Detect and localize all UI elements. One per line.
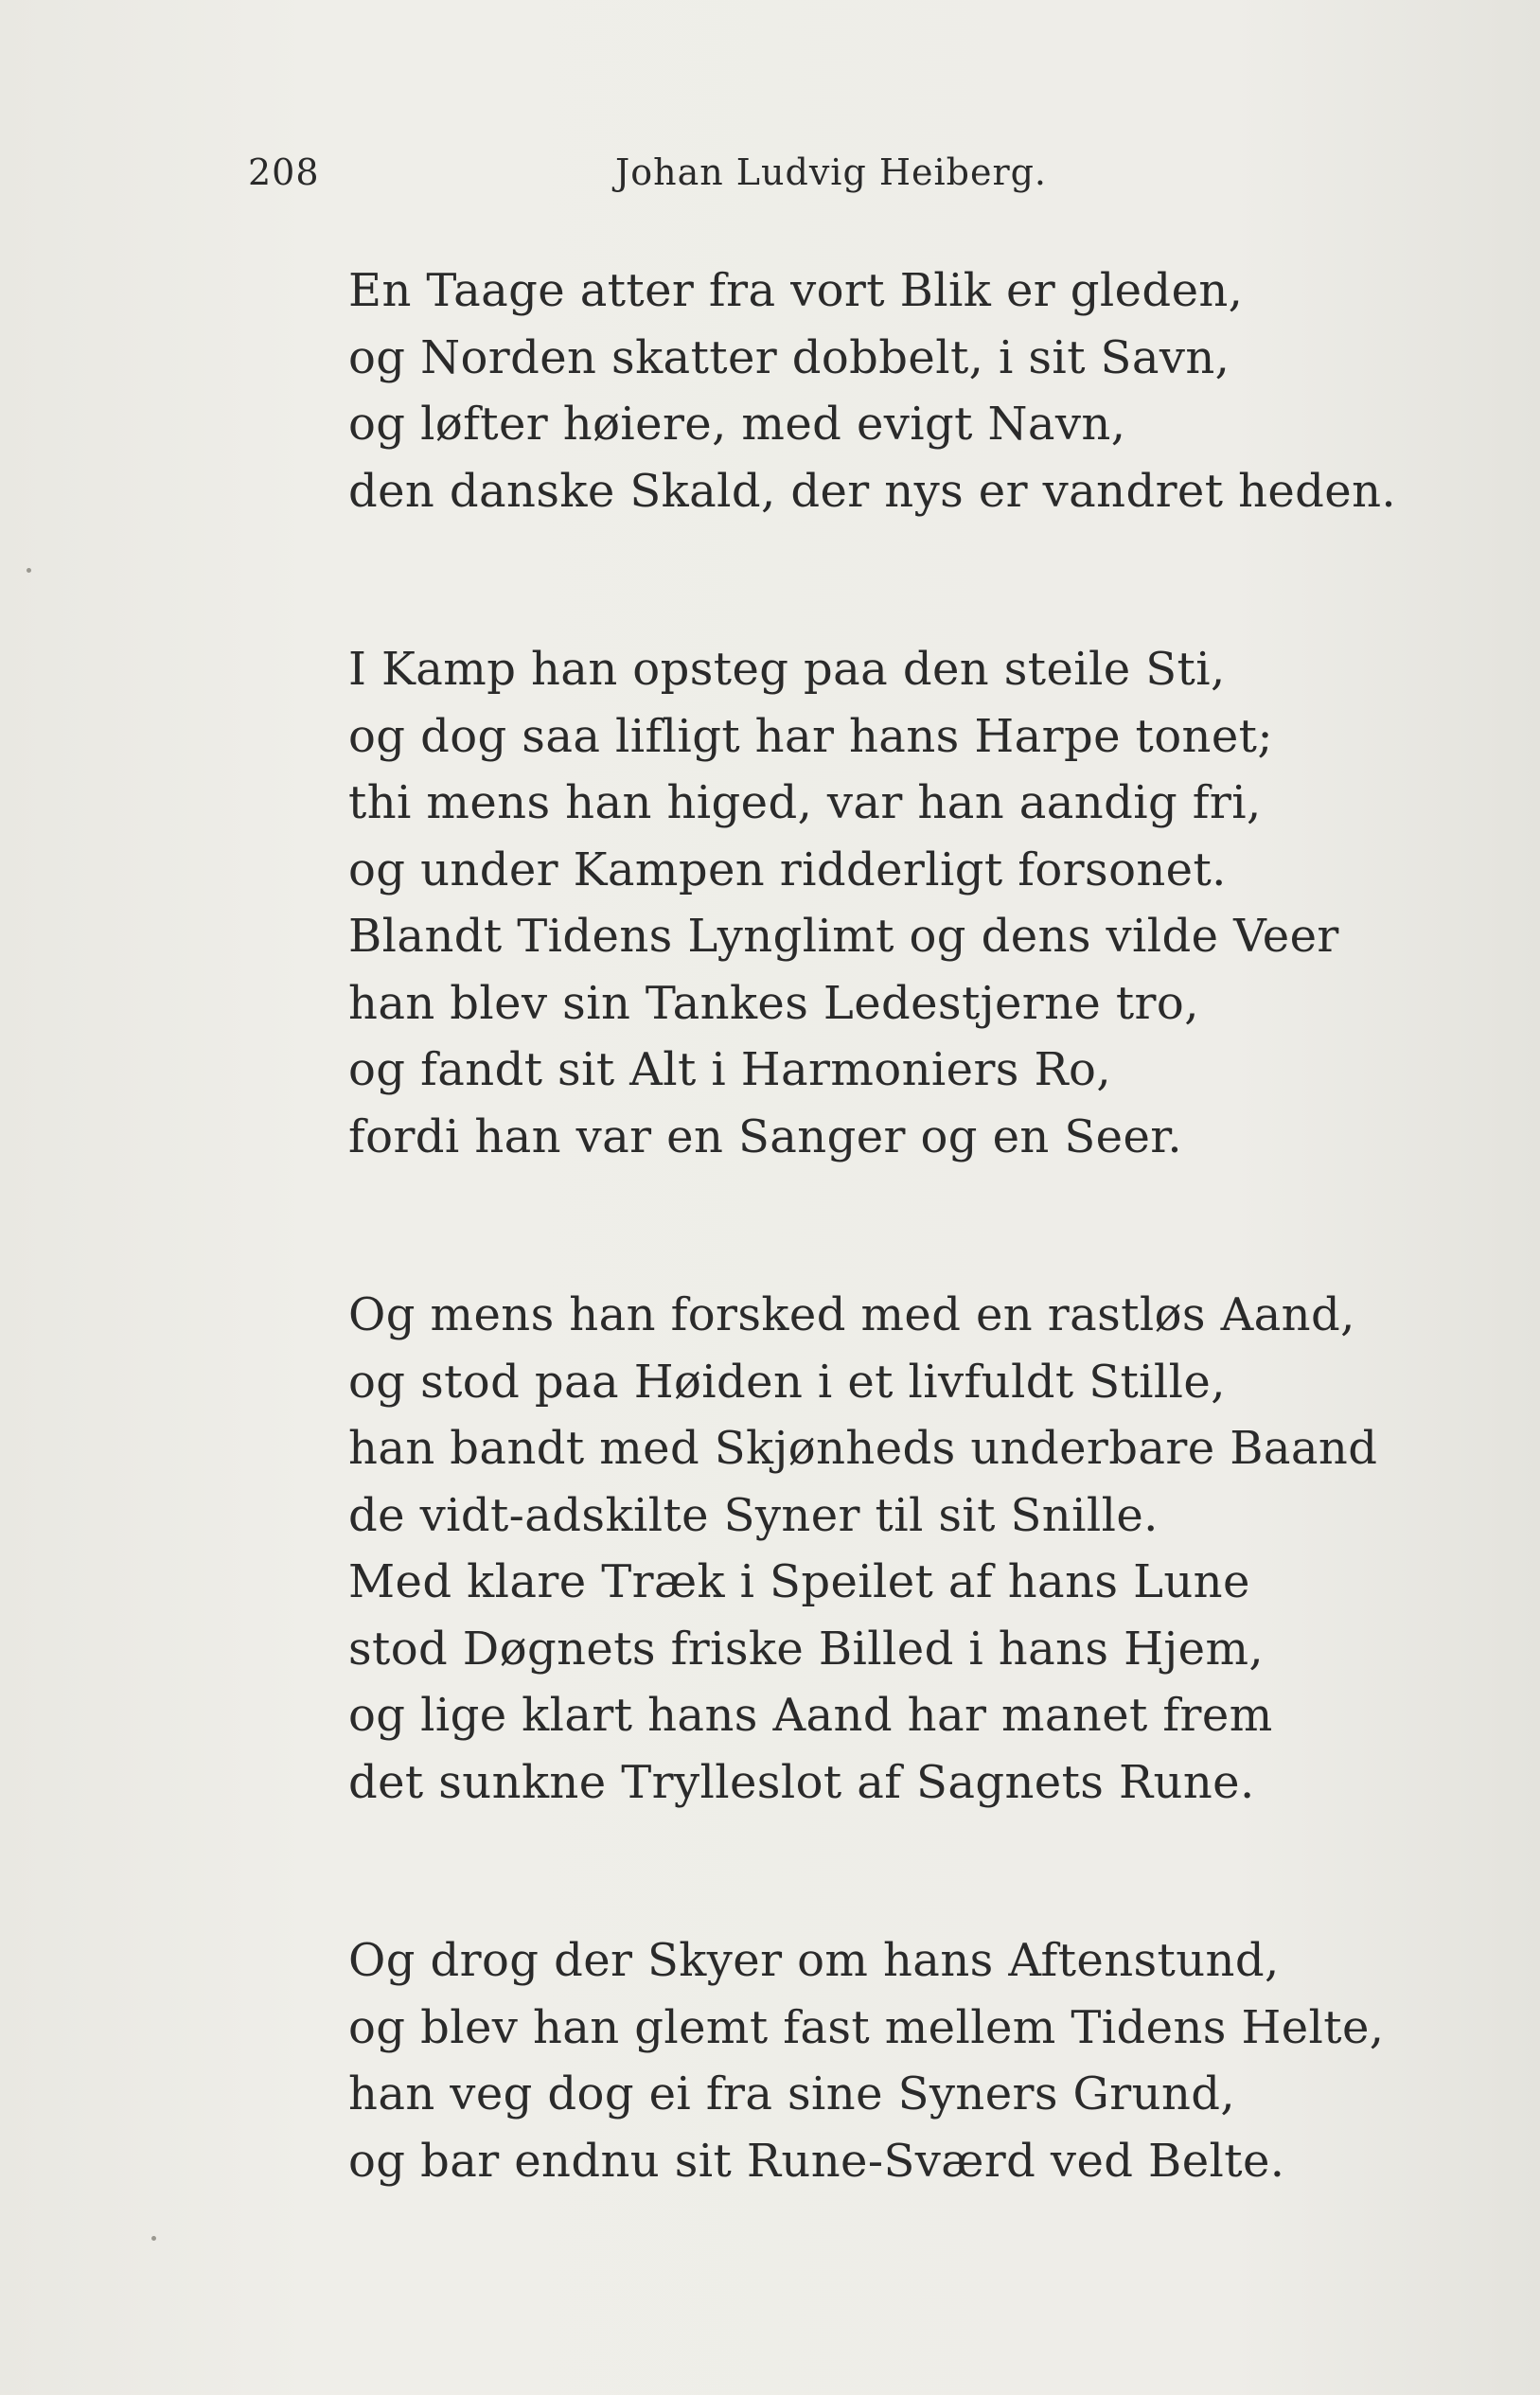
- poem-line: og blev han glemt fast mellem Tidens Helte,: [348, 2000, 1385, 2054]
- poem-line: og lige klart hans Aand har manet frem: [348, 1689, 1273, 1742]
- poem-line: han veg dog ei fra sine Syners Grund,: [348, 2067, 1236, 2120]
- running-head: [248, 151, 1081, 204]
- poem-line: og under Kampen ridderligt forsonet.: [348, 843, 1227, 896]
- poem-line: En Taage atter fra vort Blik er gleden,: [348, 264, 1244, 317]
- page-number: 208: [248, 151, 320, 193]
- poem-line: stod Døgnets friske Billed i hans Hjem,: [348, 1622, 1265, 1676]
- poem-line: Og drog der Skyer om hans Aftenstund,: [348, 1934, 1280, 1987]
- stanza-4: [348, 1927, 1437, 2194]
- poem-line: og dog saa lifligt har hans Harpe tonet;: [348, 709, 1273, 763]
- poem-line: Blandt Tidens Lynglimt og dens vilde Veer: [348, 910, 1339, 963]
- poem-line: Med klare Træk i Speilet af hans Lune: [348, 1555, 1250, 1608]
- poem-line: det sunkne Trylleslot af Sagnets Rune.: [348, 1755, 1255, 1809]
- poem-line: og stod paa Høiden i et livfuldt Stille,: [348, 1355, 1226, 1409]
- stanza-3: [348, 1282, 1437, 1816]
- poem-line: og løfter høiere, med evigt Navn,: [348, 398, 1126, 451]
- poem-line: den danske Skald, der nys er vandret heden.: [348, 464, 1397, 518]
- poem-line: fordi han var en Sanger og en Seer.: [348, 1109, 1182, 1163]
- poem-line: og Norden skatter dobbelt, i sit Savn,: [348, 330, 1230, 384]
- poem-line: og bar endnu sit Rune-Sværd ved Belte.: [348, 2134, 1285, 2188]
- poem-line: han bandt med Skjønheds underbare Baand: [348, 1422, 1378, 1475]
- poem-line: de vidt-adskilte Syner til sit Snille.: [348, 1488, 1159, 1542]
- poem-line: I Kamp han opsteg paa den steile Sti,: [348, 643, 1226, 696]
- poem-line: Og mens han forsked med en rastløs Aand,: [348, 1288, 1355, 1341]
- poem-line: og fandt sit Alt i Harmoniers Ro,: [348, 1043, 1111, 1096]
- poem-body: [348, 257, 1437, 2306]
- stanza-2: [348, 636, 1437, 1170]
- running-title: Johan Ludvig Heiberg.: [615, 151, 1048, 193]
- poem-line: han blev sin Tankes Ledestjerne tro,: [348, 976, 1199, 1030]
- stanza-1: [348, 257, 1437, 524]
- paper-speck: [151, 2236, 156, 2241]
- poem-line: thi mens han higed, var han aandig fri,: [348, 776, 1262, 829]
- paper-speck: [27, 568, 31, 573]
